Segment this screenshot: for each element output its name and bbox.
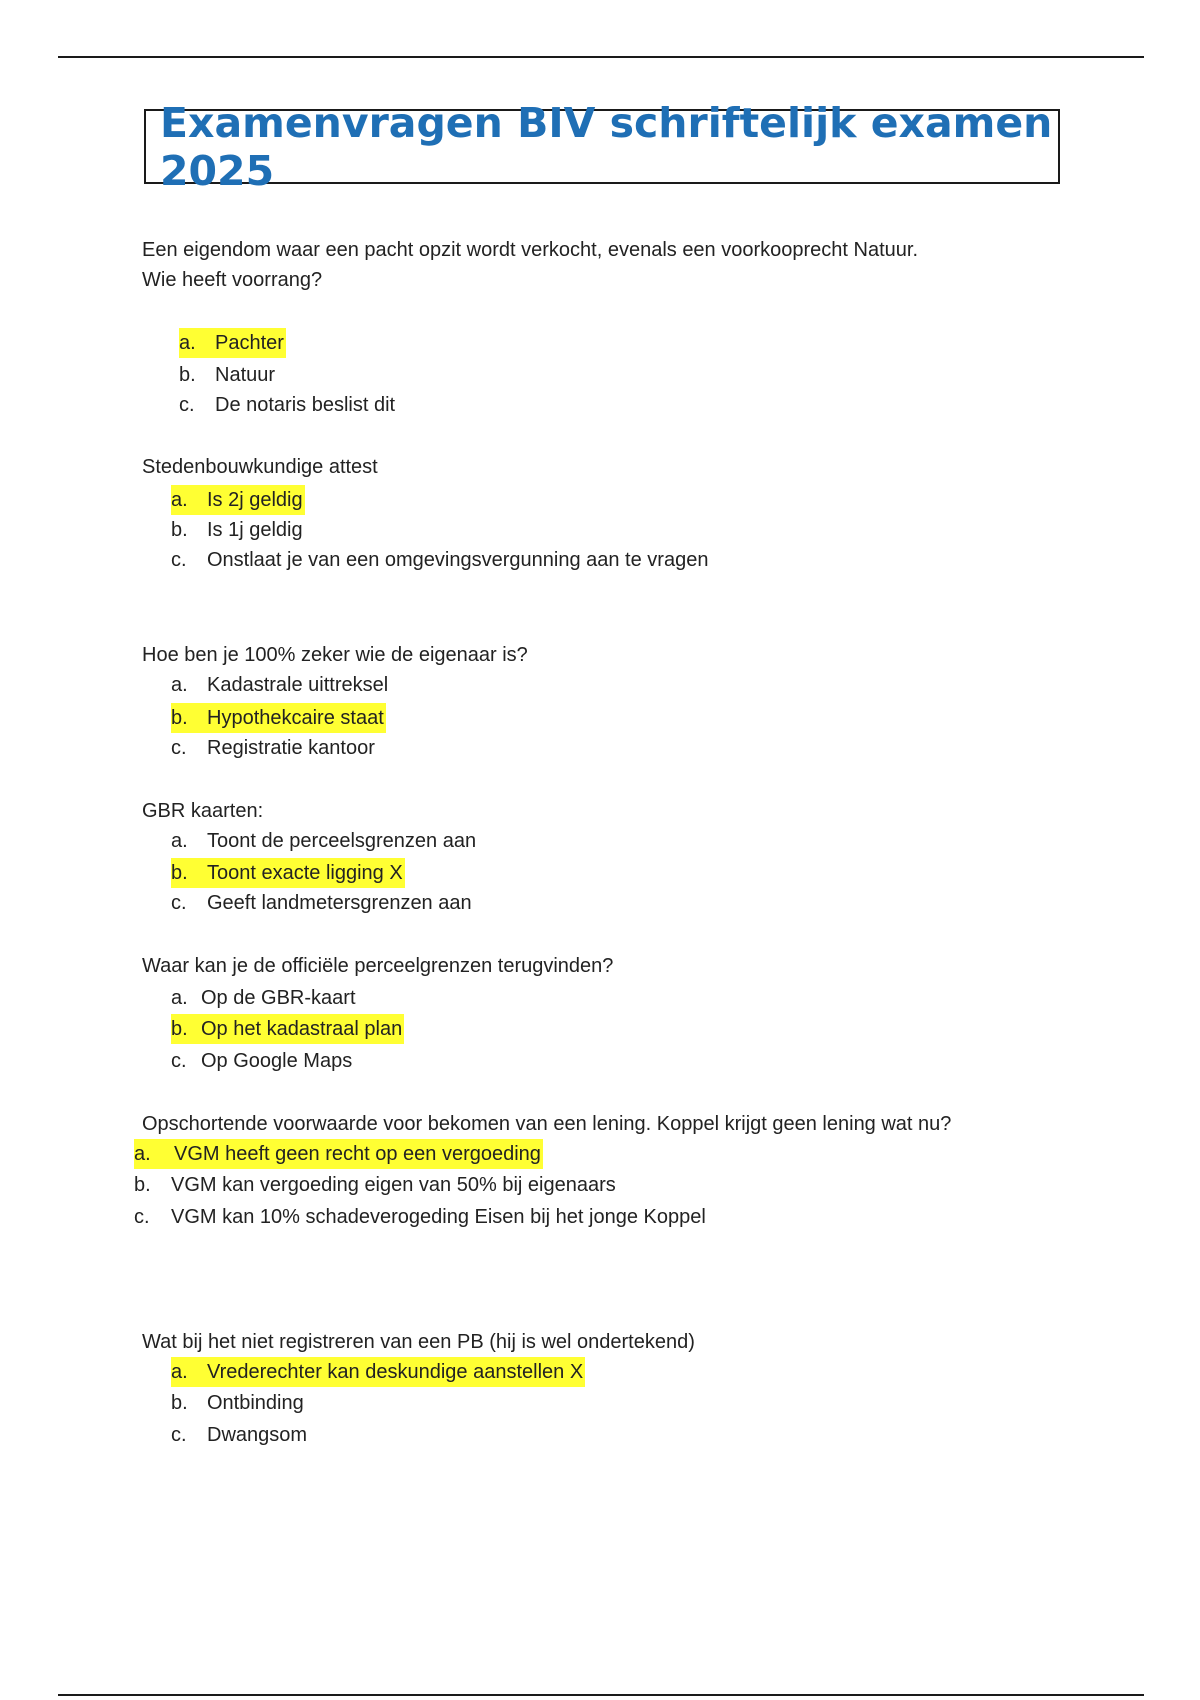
top-rule — [58, 56, 1144, 58]
option-text: Pachter — [215, 332, 284, 354]
option-text: Toont de perceelsgrenzen aan — [207, 830, 477, 852]
option-label: a. — [171, 1361, 188, 1383]
option-text: VGM heeft geen recht op een vergoeding — [174, 1143, 541, 1165]
option-label: c. — [171, 549, 187, 571]
option-label: b. — [171, 1392, 188, 1414]
option-label: c. — [171, 892, 187, 914]
question-6-option-a — [134, 1139, 543, 1169]
option-label: b. — [171, 519, 188, 541]
option-label: b. — [171, 707, 188, 729]
option-text: Is 2j geldig — [207, 489, 303, 511]
option-text: Op Google Maps — [201, 1050, 353, 1072]
question-5-text: Waar kan je de officiële perceelgrenzen terugvinden? — [142, 955, 614, 977]
option-label: b. — [171, 862, 188, 884]
bottom-rule — [58, 1694, 1144, 1696]
option-label: b. — [171, 1018, 188, 1040]
question-3-text: Hoe ben je 100% zeker wie de eigenaar is? — [142, 644, 528, 666]
question-7-option-a — [171, 1357, 585, 1387]
option-text: Kadastrale uittreksel — [207, 674, 389, 696]
option-text: Toont exacte ligging X — [207, 862, 403, 884]
question-5-option-b — [171, 1014, 404, 1044]
question-6-text: Opschortende voorwaarde voor bekomen van een lening. Koppel krijgt geen lening wat nu? — [142, 1113, 952, 1135]
question-7-option-c — [171, 1420, 307, 1450]
question-4-text: GBR kaarten: — [142, 800, 264, 822]
question-5-option-c — [171, 1046, 352, 1076]
option-label: c. — [171, 1050, 187, 1072]
option-text: Op het kadastraal plan — [201, 1018, 403, 1040]
option-text: VGM kan vergoeding eigen van 50% bij eigenaars — [171, 1174, 616, 1196]
question-6-option-c — [134, 1202, 706, 1232]
option-label: c. — [179, 394, 195, 416]
option-label: b. — [179, 364, 196, 386]
question-7-text: Wat bij het niet registreren van een PB (hij is wel ondertekend) — [142, 1331, 695, 1353]
option-label: a. — [134, 1143, 151, 1165]
option-text: Geeft landmetersgrenzen aan — [207, 892, 472, 914]
option-label: a. — [171, 674, 188, 696]
question-2-text: Stedenbouwkundige attest — [142, 456, 378, 478]
option-text: De notaris beslist dit — [215, 394, 396, 416]
question-3-option-a — [171, 670, 388, 700]
option-text: Op de GBR-kaart — [201, 987, 356, 1009]
question-2-option-c — [171, 545, 708, 575]
option-label: a. — [171, 830, 188, 852]
question-4-option-c — [171, 888, 472, 918]
document-title: Examenvragen BIV schriftelijk examen 2025 — [160, 98, 1053, 195]
option-text: Hypothekcaire staat — [207, 707, 384, 729]
option-label: a. — [171, 987, 188, 1009]
option-text: Dwangsom — [207, 1424, 308, 1446]
option-text: Registratie kantoor — [207, 737, 375, 759]
question-5-option-a — [171, 983, 356, 1013]
option-text: Is 1j geldig — [207, 519, 303, 541]
question-3-option-c — [171, 733, 375, 763]
title-box — [144, 98, 1060, 195]
question-3-option-b — [171, 703, 386, 733]
question-2-option-a — [171, 485, 305, 515]
option-label: b. — [134, 1174, 151, 1196]
option-label: a. — [171, 489, 188, 511]
question-1-text: Een eigendom waar een pacht opzit wordt verkocht, evenals een voorkooprecht Natuur. — [142, 239, 919, 261]
question-1-option-a — [179, 328, 286, 358]
option-label: c. — [171, 1424, 187, 1446]
question-6-option-b — [134, 1170, 616, 1200]
question-4-option-b — [171, 858, 405, 888]
option-text: Vrederechter kan deskundige aanstellen X — [207, 1361, 584, 1383]
question-4-option-a — [171, 826, 476, 856]
question-2-option-b — [171, 515, 303, 545]
question-7-option-b — [171, 1388, 304, 1418]
option-label: c. — [134, 1206, 150, 1228]
option-text: Onstlaat je van een omgevingsvergunning aan te vragen — [207, 549, 709, 571]
option-label: a. — [179, 332, 196, 354]
option-text: VGM kan 10% schadeverogeding Eisen bij het jonge Koppel — [171, 1206, 706, 1228]
option-label: c. — [171, 737, 187, 759]
option-text: Ontbinding — [207, 1392, 304, 1414]
option-text: Natuur — [215, 364, 276, 386]
question-1-option-c — [179, 390, 395, 420]
question-1-option-b — [179, 360, 275, 390]
question-1-text-line2: Wie heeft voorrang? — [142, 269, 323, 291]
